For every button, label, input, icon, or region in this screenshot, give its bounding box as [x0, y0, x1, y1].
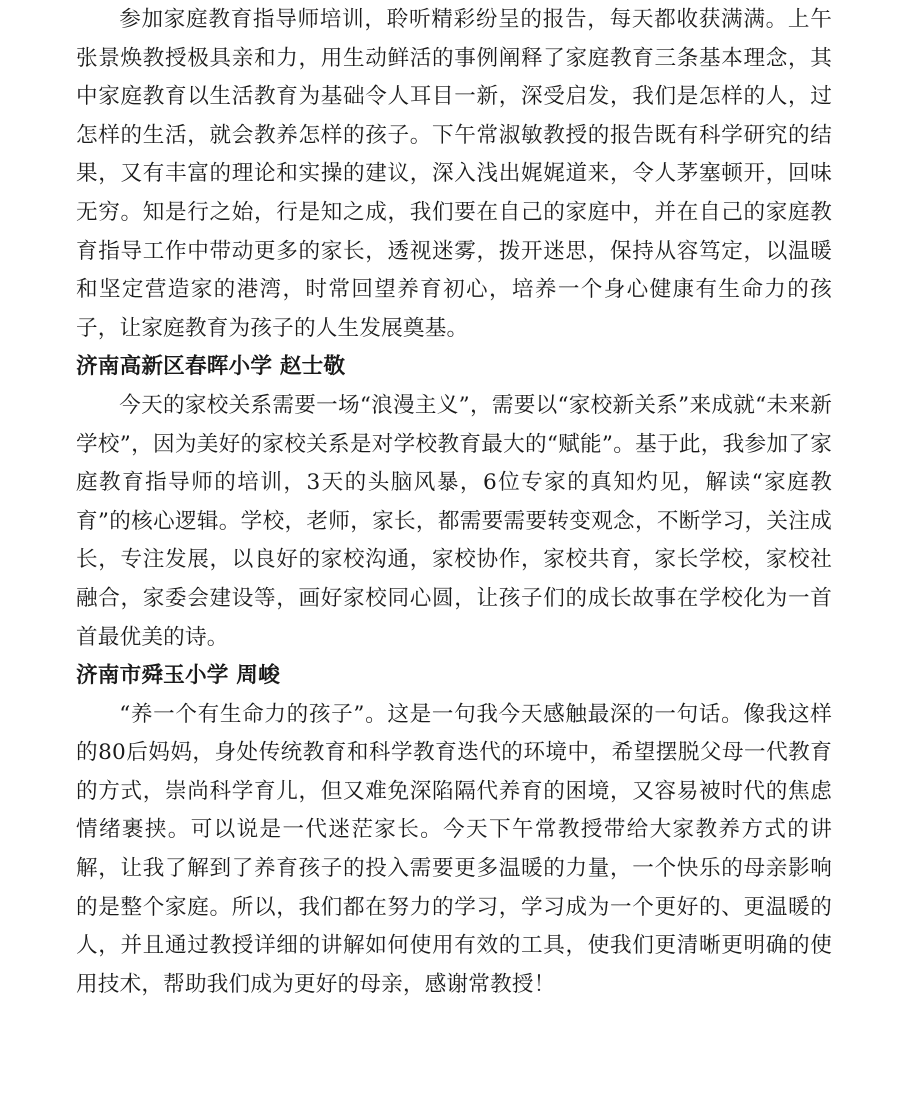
paragraph-home-school-relationship: 今天的家校关系需要一场“浪漫主义”，需要以“家校新关系”来成就“未来新学校”，因为美好的家校关系是对学校教育最大的“赋能”。基于此，我参加了家庭教育指导师的培训，3天的头脑风暴，6位专家的真知灼见，解读“家庭教育”的核心逻辑。学校，老师，家长，都需要需要转变观念，不断学习，关注成长，专注发展，以良好的家校沟通，家校协作，家校共育，家长学校，家校社融合，家委会建设等，画好家校同心圆，让孩子们的成长故事在学校化为一首首最优美的诗。	[76, 392, 832, 650]
paragraph-raising-child: “养一个有生命力的孩子”。这是一句我今天感触最深的一句话。像我这样的80后妈妈，身处传统教育和科学教育迭代的环境中，希望摆脱父母一代教育的方式，崇尚科学育儿，但又难免深陷隔代养育的困境，又容易被时代的焦虑情绪裹挟。可以说是一代迷茫家长。今天下午常教授带给大家教养方式的讲解，让我了解到了养育孩子的投入需要更多温暖的力量，一个快乐的母亲影响的是整个家庭。所以，我们都在努力的学习，学习成为一个更好的、更温暖的人，并且通过教授详细的讲解如何使用有效的工具，使我们更清晰更明确的使用技术，帮助我们成为更好的母亲，感谢常教授！	[76, 701, 832, 997]
document-page	[76, 0, 832, 1004]
paragraph-training-reflection: 参加家庭教育指导师培训，聆听精彩纷呈的报告，每天都收获满满。上午张景焕教授极具亲和力，用生动鲜活的事例阐释了家庭教育三条基本理念，其中家庭教育以生活教育为基础令人耳目一新，深受启发，我们是怎样的人，过怎样的生活，就会教养怎样的孩子。下午常淑敏教授的报告既有科学研究的结果，又有丰富的理论和实操的建议，深入浅出娓娓道来，令人茅塞顿开，回味无穷。知是行之始，行是知之成，我们要在自己的家庭中，并在自己的家庭教育指导工作中带动更多的家长，透视迷雾，拨开迷思，保持从容笃定，以温暖和坚定营造家的港湾，时常回望养育初心，培养一个身心健康有生命力的孩子，让家庭教育为孩子的人生发展奠基。	[76, 7, 832, 341]
author-heading-zhao-shijing: 济南高新区春晖小学 赵士敬	[76, 354, 346, 380]
author-heading-zhou-jun: 济南市舜玉小学 周峻	[76, 663, 280, 689]
